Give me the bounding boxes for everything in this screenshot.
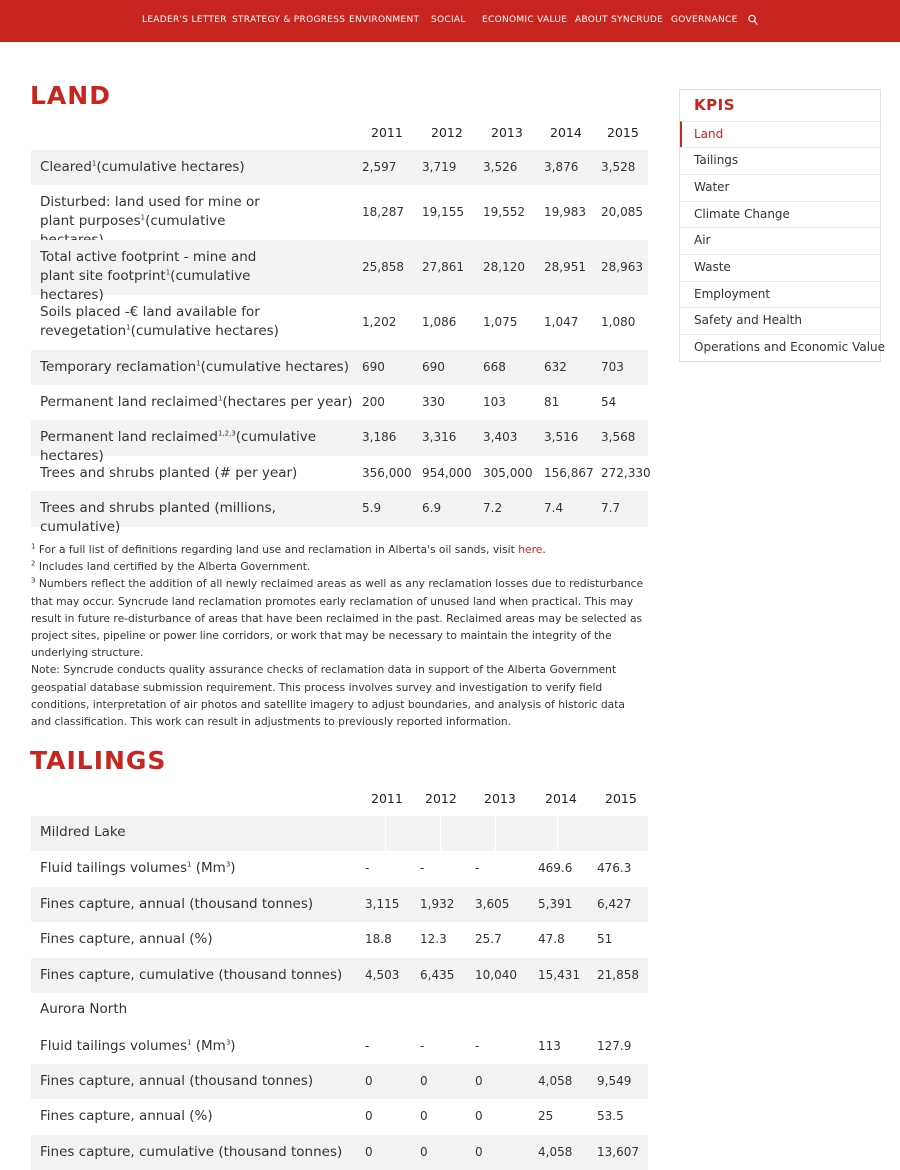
tailings-group-row [31, 993, 648, 1028]
kpi-item-label: Climate Change [694, 207, 790, 221]
land-row [31, 150, 648, 185]
land-value-2015: 54 [601, 394, 617, 409]
land-value-2013: 305,000 [483, 465, 533, 480]
tailings-row-label-text: Fines capture, cumulative (thousand tonnes) [40, 1144, 343, 1160]
tailings-value-2012: 0 [420, 1145, 428, 1159]
land-row [31, 491, 648, 535]
land-value-2011: 18,287 [362, 204, 404, 219]
footnote-1-marker: 1 [31, 542, 36, 551]
land-value-2014: 632 [544, 359, 567, 374]
footnote-1-end: . [542, 543, 546, 556]
land-row-unit: (hectares per year) [222, 394, 353, 410]
tailings-value-2011: 3,115 [365, 897, 400, 911]
land-year-2013: 2013 [491, 125, 523, 140]
tailings-value-2014: 113 [538, 1039, 561, 1053]
land-row-label-text: Cleared [40, 159, 92, 175]
tailings-value-2015: 6,427 [597, 897, 632, 911]
tailings-row-unit-end: ) [230, 1038, 236, 1054]
search-icon[interactable] [748, 14, 758, 26]
land-value-2013: 1,075 [483, 314, 518, 329]
tailings-value-2013: 0 [475, 1109, 483, 1123]
land-value-2015: 1,080 [601, 314, 636, 329]
land-value-2011: 690 [362, 359, 385, 374]
tailings-value-2014: 4,058 [538, 1145, 573, 1159]
land-row-label [40, 464, 360, 483]
land-value-2011: 3,186 [362, 430, 397, 444]
tailings-group-row [31, 816, 648, 851]
land-row-unit: (cumulative hectares) [200, 359, 349, 375]
land-row-unit: (cumulative hectares) [130, 323, 279, 339]
tailings-value-2015: 127.9 [597, 1039, 632, 1053]
land-row [31, 350, 648, 385]
land-year-2012: 2012 [431, 125, 463, 140]
tailings-row [31, 1135, 648, 1170]
tailings-group-name: Aurora North [40, 1001, 128, 1017]
land-year-2015: 2015 [607, 125, 639, 140]
land-value-2014: 7.4 [544, 501, 564, 515]
nav-strategy-progress[interactable]: STRATEGY & PROGRESS [232, 15, 346, 25]
definitions-link[interactable]: here [518, 543, 543, 556]
footnote-1 [31, 541, 648, 558]
land-value-2012: 1,086 [422, 314, 457, 329]
kpi-item-waste[interactable] [680, 254, 880, 281]
kpi-item-operations-and-economic-value[interactable] [680, 334, 886, 361]
land-value-2014: 3,876 [544, 159, 579, 174]
footnote-ref: 1 [165, 268, 171, 277]
tailings-value-2011: 0 [365, 1074, 373, 1088]
land-value-2013: 3,526 [483, 159, 518, 174]
kpi-item-label: Air [694, 233, 711, 247]
land-row-unit: (cumulative hectares) [40, 429, 317, 464]
tailings-row-label-text: Fines capture, annual (thousand tonnes) [40, 1073, 314, 1089]
land-row [31, 240, 648, 303]
land-row-label [40, 158, 360, 177]
land-row-unit: (cumulative [145, 213, 226, 229]
tailings-row [31, 958, 648, 993]
column-divider [557, 816, 558, 851]
kpi-item-label: Employment [694, 287, 771, 301]
kpi-item-employment[interactable] [680, 281, 880, 308]
land-value-2014: 81 [544, 394, 560, 409]
land-value-2014: 156,867 [544, 465, 594, 480]
land-row-label-text: Disturbed: land used for mine or plant purposes [40, 194, 260, 229]
footnote-ref: 1 [187, 1038, 192, 1047]
tailings-value-2012: - [420, 1039, 425, 1053]
tailings-row-unit-end: ) [230, 860, 236, 876]
tailings-value-2015: 13,607 [597, 1145, 639, 1159]
tailings-row-label [40, 1107, 360, 1126]
land-footnotes [31, 541, 648, 730]
tailings-value-2015: 21,858 [597, 968, 639, 982]
land-value-2013: 103 [483, 394, 506, 409]
nav-leaders-letter[interactable]: LEADER'S LETTER [142, 15, 227, 25]
land-row-label [40, 393, 360, 412]
land-value-2011: 5.9 [362, 501, 382, 515]
footnote-2 [31, 558, 648, 575]
footnote-ref: 1 [196, 359, 201, 368]
tailings-row [31, 1064, 648, 1099]
land-value-2012: 3,316 [422, 430, 457, 444]
tailings-value-2014: 4,058 [538, 1074, 573, 1088]
tailings-value-2011: 4,503 [365, 968, 400, 982]
tailings-value-2012: 0 [420, 1109, 428, 1123]
footnote-3-marker: 3 [31, 576, 36, 585]
kpi-item-label: Waste [694, 260, 731, 274]
kpi-item-air[interactable] [680, 227, 880, 254]
footnote-ref: 1 [91, 159, 97, 168]
kpis-title: KPIS [694, 96, 736, 114]
land-row-label-text: Permanent land reclaimed [40, 394, 218, 410]
land-value-2015: 3,568 [601, 430, 636, 444]
unit-exponent: 3 [225, 860, 231, 869]
tailings-value-2011: 0 [365, 1145, 373, 1159]
tailings-section-title: TAILINGS [30, 746, 167, 775]
footnote-ref: 1,2,3 [217, 429, 236, 438]
column-divider [495, 816, 496, 851]
land-row-unit: (cumulative hectares) [96, 159, 245, 175]
column-divider [385, 816, 386, 851]
tailings-year-2015: 2015 [605, 791, 637, 806]
tailings-value-2015: 476.3 [597, 861, 632, 875]
land-value-2015: 272,330 [601, 465, 651, 480]
top-nav-bar [0, 0, 900, 42]
tailings-value-2011: 0 [365, 1109, 373, 1123]
tailings-group-name: Mildred Lake [40, 824, 126, 840]
tailings-value-2013: 25.7 [475, 932, 502, 946]
tailings-value-2012: - [420, 861, 425, 875]
column-divider [557, 993, 558, 1028]
tailings-value-2013: 0 [475, 1074, 483, 1088]
kpi-item-label: Land [694, 127, 724, 141]
tailings-value-2012: 1,932 [420, 897, 455, 911]
land-row-label-text: Permanent land reclaimed [40, 429, 218, 445]
tailings-row [31, 851, 648, 886]
tailings-value-2014: 15,431 [538, 968, 580, 982]
tailings-row-label [40, 1143, 360, 1162]
land-value-2011: 356,000 [362, 465, 412, 480]
nav-economic-value[interactable]: ECONOMIC VALUE [482, 15, 568, 25]
land-value-2013: 668 [483, 359, 506, 374]
tailings-row-label [40, 1072, 360, 1091]
column-divider [385, 993, 386, 1028]
tailings-row-unit: (Mm [191, 1038, 226, 1054]
tailings-row-unit: (Mm [191, 860, 226, 876]
tailings-value-2012: 0 [420, 1074, 428, 1088]
land-row-label [40, 499, 360, 537]
tailings-value-2014: 469.6 [538, 861, 573, 875]
land-value-2012: 954,000 [422, 465, 472, 480]
land-value-2015: 7.7 [601, 501, 621, 515]
tailings-row-label-text: Fines capture, annual (%) [40, 931, 213, 947]
footnote-3 [31, 575, 648, 661]
land-row-label-text: Trees and shrubs planted (millions, cumulative) [40, 500, 276, 535]
land-row-label-text: Trees and shrubs planted (# per year) [40, 465, 298, 481]
nav-about-syncrude[interactable]: ABOUT SYNCRUDE [575, 15, 664, 25]
tailings-row [31, 887, 648, 922]
tailings-value-2013: 0 [475, 1145, 483, 1159]
unit-exponent: 3 [225, 1038, 231, 1047]
column-divider [440, 816, 441, 851]
land-value-2015: 28,963 [601, 259, 643, 274]
kpis-sidebar [679, 89, 886, 362]
tailings-row-label-text: Fines capture, annual (thousand tonnes) [40, 896, 314, 912]
footnote-note: Note: Syncrude conducts quality assurance checks of reclamation data in support of the Alberta Government geospatial database submission requirement. This process involves survey and investigation to verify field conditions, interpretation of air photos and satellite imagery to adjust boundaries, and analysis of historic data and classification. This work can result in adjustments to previously reported information. [31, 663, 625, 729]
land-row-label-text: Total active footprint - mine and plant site footprint [40, 249, 257, 284]
tailings-value-2013: - [475, 1039, 480, 1053]
land-value-2012: 19,155 [422, 204, 464, 219]
tailings-value-2013: 10,040 [475, 968, 517, 982]
land-value-2011: 25,858 [362, 259, 404, 274]
land-value-2015: 20,085 [601, 204, 643, 219]
kpi-item-water[interactable] [680, 174, 880, 201]
kpi-item-label: Water [694, 180, 730, 194]
footnote-ref: 1 [140, 213, 146, 222]
nav-social[interactable]: SOCIAL [431, 15, 466, 25]
tailings-row-label-text: Fines capture, cumulative (thousand tonnes) [40, 967, 343, 983]
kpi-item-tailings[interactable] [680, 147, 880, 174]
tailings-value-2013: - [475, 861, 480, 875]
tailings-value-2012: 12.3 [420, 932, 447, 946]
land-row [31, 385, 648, 420]
land-value-2011: 200 [362, 394, 385, 409]
tailings-row-label [40, 1037, 360, 1056]
tailings-year-2011: 2011 [371, 791, 403, 806]
land-value-2011: 1,202 [362, 314, 397, 329]
land-value-2014: 3,516 [544, 430, 579, 444]
tailings-value-2015: 53.5 [597, 1109, 624, 1123]
tailings-value-2014: 47.8 [538, 932, 565, 946]
land-row-label [40, 358, 360, 377]
land-row-unit: (cumulative hectares) [40, 268, 251, 303]
land-value-2014: 1,047 [544, 314, 579, 329]
footnote-1-text: For a full list of definitions regarding land use and reclamation in Alberta's oil sands, visit [38, 543, 519, 556]
tailings-year-2013: 2013 [484, 791, 516, 806]
nav-governance[interactable]: GOVERNANCE [671, 15, 738, 25]
column-divider [440, 993, 441, 1028]
land-value-2012: 330 [422, 394, 445, 409]
footnote-3-text: Numbers reflect the addition of all newly reclaimed areas as well as any reclamation losses due to redisturbance that may occur. Syncrude land reclamation promotes early reclamation of unused land when practical. This may result in future re-disturbance of areas that have been reclaimed in the past. Reclaimed areas may be selected as project sites, pipeline or power line corridors, or work that may be necessary to maintain the integrity of the underlying structure. [31, 577, 644, 660]
kpi-item-label: Tailings [694, 153, 739, 167]
land-value-2013: 3,403 [483, 430, 518, 444]
tailings-row-label [40, 895, 360, 914]
land-value-2012: 6.9 [422, 501, 442, 515]
tailings-value-2015: 51 [597, 932, 613, 946]
land-row [31, 456, 651, 491]
land-value-2011: 2,597 [362, 159, 397, 174]
column-divider [495, 993, 496, 1028]
land-value-2014: 28,951 [544, 259, 586, 274]
tailings-row [31, 1029, 648, 1064]
land-row [31, 420, 648, 464]
land-row [31, 185, 648, 240]
land-value-2012: 27,861 [422, 259, 464, 274]
land-row [31, 295, 648, 350]
tailings-row-label [40, 966, 360, 985]
footnote-2-text: Includes land certified by the Alberta Government. [38, 560, 311, 574]
tailings-value-2011: - [365, 861, 370, 875]
footnote-ref: 1 [217, 394, 223, 403]
nav-environment[interactable]: ENVIRONMENT [349, 15, 420, 25]
tailings-row-label-text: Fluid tailings volumes [40, 1038, 187, 1054]
land-value-2013: 7.2 [483, 501, 503, 515]
tailings-value-2014: 5,391 [538, 897, 573, 911]
land-value-2014: 19,983 [544, 204, 586, 219]
tailings-row-label [40, 930, 360, 949]
land-year-2011: 2011 [371, 125, 403, 140]
land-value-2015: 703 [601, 359, 624, 374]
land-year-2014: 2014 [550, 125, 582, 140]
footnote-2-marker: 2 [31, 559, 36, 568]
tailings-row-label-text: Fluid tailings volumes [40, 860, 187, 876]
tailings-row-label [40, 859, 360, 878]
land-row-label-text: Soils placed -€ land available for revegetation [40, 304, 260, 339]
land-value-2012: 3,719 [422, 159, 457, 174]
tailings-row [31, 1099, 648, 1134]
kpi-item-label: Safety and Health [694, 313, 802, 327]
tailings-value-2011: 18.8 [365, 932, 392, 946]
kpi-item-climate-change[interactable] [680, 201, 880, 228]
tailings-row [31, 922, 648, 957]
land-value-2015: 3,528 [601, 159, 636, 174]
tailings-value-2015: 9,549 [597, 1074, 632, 1088]
tailings-year-2014: 2014 [545, 791, 577, 806]
land-row-label-text: Temporary reclamation [40, 359, 197, 375]
footnote-ref: 1 [187, 860, 192, 869]
footnote-ref: 1 [126, 323, 131, 332]
land-value-2012: 690 [422, 359, 445, 374]
kpi-item-safety-and-health[interactable] [680, 307, 880, 334]
land-row-label [40, 303, 280, 341]
tailings-row-label-text: Fines capture, annual (%) [40, 1108, 213, 1124]
land-section-title: LAND [30, 81, 111, 110]
tailings-value-2014: 25 [538, 1109, 554, 1123]
land-value-2013: 19,552 [483, 204, 525, 219]
kpi-item-label: Operations and Economic Value [694, 340, 886, 354]
tailings-value-2012: 6,435 [420, 968, 455, 982]
tailings-value-2011: - [365, 1039, 370, 1053]
tailings-year-2012: 2012 [425, 791, 457, 806]
land-value-2013: 28,120 [483, 259, 525, 274]
kpi-item-land[interactable] [680, 121, 882, 148]
tailings-value-2013: 3,605 [475, 897, 510, 911]
